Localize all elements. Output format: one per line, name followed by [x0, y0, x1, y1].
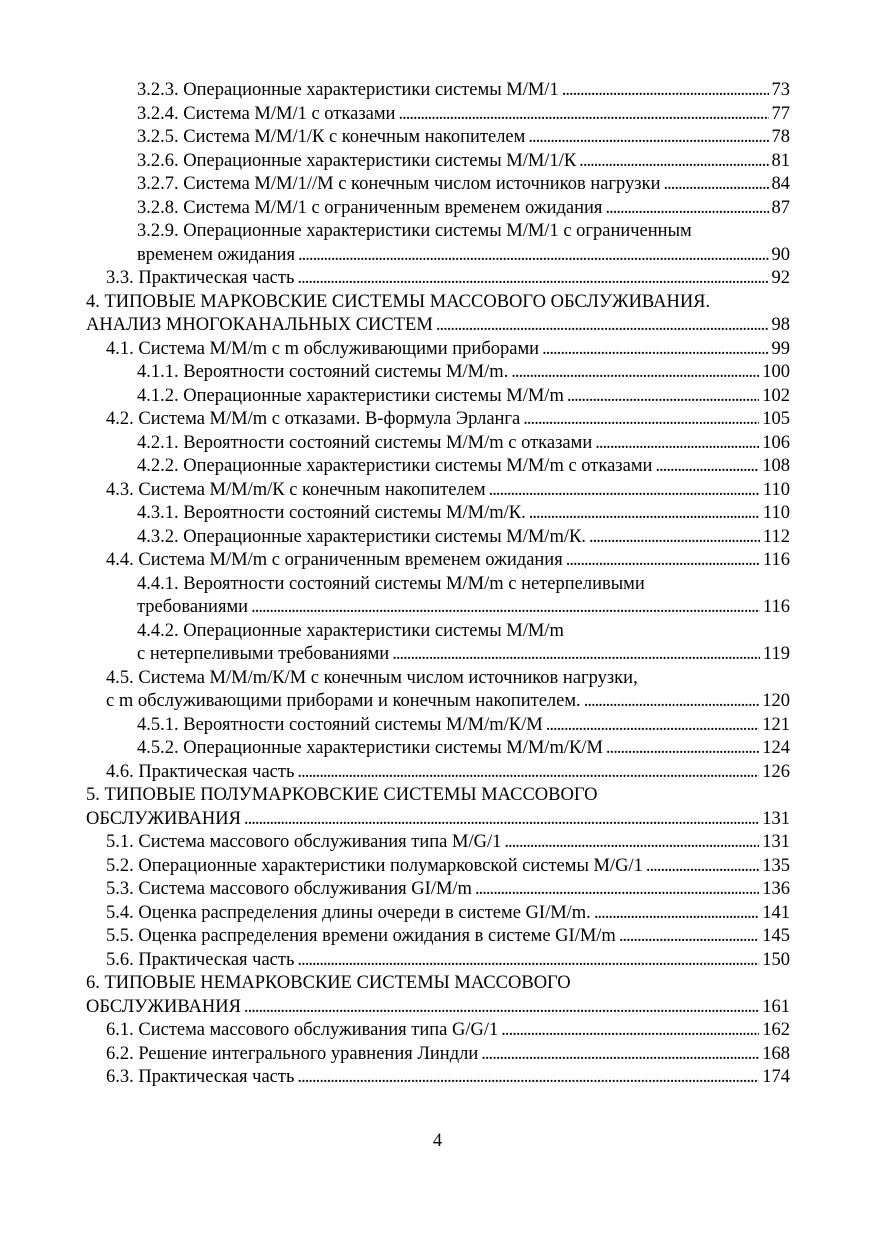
dot-leader [475, 878, 759, 902]
dot-leader [567, 385, 759, 409]
toc-entry[interactable] [86, 1043, 790, 1067]
toc-entry-title: 5.2. Операционные характеристики полумарковской системы M/G/1 [106, 855, 643, 876]
toc-entry-title: 4.6. Практическая часть [106, 761, 295, 782]
toc-entry[interactable] [86, 737, 790, 761]
toc-entry-page: 141 [762, 902, 790, 923]
toc-entry-title: 4.3.1. Вероятности состояний системы М/М/m/К. [137, 503, 526, 523]
toc-entry[interactable] [86, 267, 790, 291]
dot-leader [529, 502, 760, 526]
dot-leader [244, 996, 759, 1020]
toc-entry[interactable] [86, 338, 790, 362]
page-number: 4 [432, 1131, 443, 1151]
toc-entry-page: 121 [762, 714, 790, 735]
toc-entry-title: 4.4. Система М/М/m с ограниченным временем ожидания [106, 550, 563, 570]
toc-entry-page: 110 [762, 503, 790, 523]
toc-entry-title: 4.1. Система М/М/m с m обслуживающими приборами [106, 338, 540, 359]
toc-entry-page: 124 [762, 738, 790, 758]
toc-entry[interactable] [86, 855, 790, 879]
toc-entry-page: 84 [771, 174, 790, 194]
toc-entry-page: 150 [762, 949, 790, 970]
toc-entry-title-line: 4. ТИПОВЫЕ МАРКОВСКИЕ СИСТЕМЫ МАССОВОГО ОБСЛУЖИВАНИЯ. [86, 291, 711, 312]
dot-leader [504, 831, 759, 855]
toc-entry-page: 73 [771, 80, 790, 100]
toc-entry[interactable] [86, 690, 790, 714]
toc-entry-title-line: 3.2.9. Операционные характеристики системы М/М/1 с ограниченным [137, 221, 692, 241]
toc-entry-title-line: 6. ТИПОВЫЕ НЕМАРКОВСКИЕ СИСТЕМЫ МАССОВОГО [86, 973, 571, 993]
toc-entry-title: 4.3. Система М/М/m/К с конечным накопителем [106, 479, 486, 500]
toc-entry-page: 131 [762, 808, 790, 829]
toc-entry[interactable] [86, 1019, 790, 1043]
dot-leader [542, 338, 768, 362]
dot-leader [398, 103, 768, 127]
toc-entry[interactable] [86, 949, 790, 973]
dot-leader [663, 173, 768, 197]
toc-entry-page: 90 [771, 244, 790, 265]
toc-entry-page: 162 [762, 1020, 790, 1040]
toc-entry[interactable] [86, 643, 790, 667]
dot-leader [584, 690, 760, 714]
toc-entry[interactable] [86, 1066, 790, 1090]
toc-entry-title-line: 5. ТИПОВЫЕ ПОЛУМАРКОВСКИЕ СИСТЕМЫ МАССОВОГО [86, 785, 598, 805]
toc-entry[interactable] [86, 714, 790, 738]
toc-entry[interactable] [86, 197, 790, 221]
toc-entry-page: 106 [762, 432, 790, 453]
dot-leader [655, 455, 759, 479]
dot-leader [589, 526, 760, 550]
toc-entry-page: 136 [762, 879, 790, 899]
toc-entry-page: 116 [762, 597, 790, 617]
toc-entry[interactable] [86, 385, 790, 409]
toc-entry[interactable] [86, 314, 790, 338]
toc-entry-title: требованиями [137, 597, 249, 617]
toc-entry-page: 100 [762, 362, 790, 382]
toc-entry-page: 98 [771, 315, 790, 335]
toc-entry[interactable] [86, 150, 790, 174]
dot-leader [489, 479, 760, 503]
toc-entry-title: с нетерпеливыми требованиями [137, 644, 390, 664]
toc-entry-title: 6.1. Система массового обслуживания типа G/G/1 [106, 1020, 499, 1040]
dot-leader [501, 1019, 759, 1043]
toc-entry[interactable] [86, 79, 790, 103]
toc-entry-title: 5.5. Оценка распределения времени ожидания в системе GI/M/m [106, 926, 616, 946]
toc-entry-title: 4.1.1. Вероятности состояний системы М/М/m. [137, 362, 509, 382]
toc-entry-page: 119 [762, 644, 790, 664]
toc-entry-title: 5.4. Оценка распределения длины очереди в системе GI/M/m. [106, 902, 591, 923]
toc-entry-title: 3.2.4. Система М/М/1 с отказами [137, 103, 396, 124]
toc-entry-title: 3.2.3. Операционные характеристики системы М/М/1 [137, 80, 559, 100]
toc-entry-page: 110 [762, 479, 790, 500]
toc-entry-title: 6.2. Решение интегрального уравнения Линдли [106, 1043, 479, 1064]
toc-entry-page: 78 [771, 127, 790, 147]
toc-entry-title: ОБСЛУЖИВАНИЯ [86, 808, 241, 829]
toc-entry[interactable] [86, 173, 790, 197]
toc-entry-page: 120 [762, 691, 790, 711]
toc-entry-title: 4.3.2. Операционные характеристики системы М/М/m/К. [137, 526, 586, 547]
toc-entry-page: 92 [771, 268, 790, 288]
dot-leader [619, 925, 759, 949]
dot-leader [523, 408, 759, 432]
toc-entry-title: 4.5.2. Операционные характеристики системы М/М/m/К/М [137, 738, 603, 758]
dot-leader [297, 1066, 759, 1090]
toc-entry[interactable] [86, 526, 790, 550]
dot-leader [392, 643, 760, 667]
toc-entry-title: АНАЛИЗ МНОГОКАНАЛЬНЫХ СИСТЕМ [86, 315, 433, 335]
toc-entry[interactable] [86, 925, 790, 949]
toc-entry-title: 3.2.5. Система М/М/1/К с конечным накопителем [137, 127, 526, 147]
dot-leader [297, 949, 759, 973]
toc-entry-page: 131 [762, 832, 790, 852]
dot-leader [298, 244, 769, 268]
toc-entry-title: ОБСЛУЖИВАНИЯ [86, 996, 241, 1017]
toc-entry-title-line: 4.5. Система М/М/m/К/М с конечным числом источников нагрузки, [106, 667, 638, 688]
toc-entry-page: 99 [771, 338, 790, 359]
toc-entry-page: 135 [762, 855, 790, 876]
dot-leader [481, 1043, 759, 1067]
toc-entry-page: 105 [762, 409, 790, 429]
toc-entry-title: 3.2.8. Система М/М/1 с ограниченным временем ожидания [137, 197, 603, 218]
dot-leader [546, 714, 760, 738]
toc-entry[interactable] [86, 244, 790, 268]
toc-entry[interactable] [86, 808, 790, 832]
toc-entry-title-line: 4.4.1. Вероятности состояний системы М/М/m с нетерпеливыми [137, 573, 645, 594]
table-of-contents [86, 79, 790, 1090]
toc-entry-page: 126 [762, 761, 790, 782]
toc-entry[interactable] [86, 126, 790, 150]
toc-entry-page: 87 [771, 197, 790, 218]
toc-entry[interactable] [86, 455, 790, 479]
toc-entry[interactable] [86, 996, 790, 1020]
toc-entry[interactable] [86, 502, 790, 526]
toc-entry-page: 174 [762, 1067, 790, 1087]
toc-entry[interactable] [86, 408, 790, 432]
dot-leader [511, 361, 759, 385]
toc-entry-title: 5.6. Практическая часть [106, 949, 295, 970]
toc-entry[interactable] [86, 549, 790, 573]
toc-entry-title: 4.1.2. Операционные характеристики системы М/М/m [137, 385, 564, 406]
dot-leader [244, 808, 759, 832]
toc-entry[interactable] [86, 878, 790, 902]
toc-entry-page: 102 [762, 385, 790, 406]
dot-leader [562, 79, 769, 103]
toc-entry-title: 3.2.7. Система М/М/1//М с конечным числом источников нагрузки [137, 174, 661, 194]
toc-entry-page: 77 [771, 103, 790, 124]
dot-leader [646, 855, 759, 879]
toc-entry-title: 5.3. Система массового обслуживания GI/M/m [106, 879, 472, 899]
toc-entry-page: 161 [762, 996, 790, 1017]
toc-entry-title: 4.5.1. Вероятности состояний системы М/М/m/К/М [137, 714, 543, 735]
toc-entry-page: 81 [771, 150, 790, 171]
dot-leader [528, 126, 768, 150]
dot-leader [606, 737, 759, 761]
toc-entry-page: 112 [762, 526, 790, 547]
dot-leader [594, 902, 759, 926]
dot-leader [297, 267, 768, 291]
toc-entry-title: 4.2.2. Операционные характеристики системы М/М/m с отказами [137, 456, 653, 476]
toc-entry[interactable] [86, 361, 790, 385]
toc-entry-title: 4.2. Система М/М/m с отказами. B-формула Эрланга [106, 409, 521, 429]
dot-leader [297, 761, 759, 785]
toc-entry-title: 4.2.1. Вероятности состояний системы М/М/m с отказами [137, 432, 593, 453]
toc-entry-title-line: 4.4.2. Операционные характеристики системы М/М/m [137, 620, 564, 641]
dot-leader [595, 432, 759, 456]
toc-entry-page: 116 [762, 550, 790, 570]
toc-entry[interactable] [86, 831, 790, 855]
toc-entry-page: 108 [762, 456, 790, 476]
dot-leader [605, 197, 768, 221]
dot-leader [579, 150, 768, 174]
toc-entry-title: с m обслуживающими приборами и конечным накопителем. [106, 691, 581, 711]
toc-entry[interactable] [86, 596, 790, 620]
dot-leader [436, 314, 769, 338]
toc-entry-title: 3.2.6. Операционные характеристики системы М/М/1/К [137, 150, 577, 171]
dot-leader [251, 596, 760, 620]
toc-entry-page: 145 [762, 926, 790, 946]
dot-leader [566, 549, 760, 573]
toc-entry[interactable] [86, 902, 790, 926]
toc-entry-title: 5.1. Система массового обслуживания типа M/G/1 [106, 832, 502, 852]
toc-entry[interactable] [86, 479, 790, 503]
toc-entry-title: 6.3. Практическая часть [106, 1067, 295, 1087]
toc-entry-page: 168 [762, 1043, 790, 1064]
toc-entry[interactable] [86, 432, 790, 456]
toc-entry[interactable] [86, 761, 790, 785]
toc-entry-title: 3.3. Практическая часть [106, 268, 295, 288]
toc-entry-title: временем ожидания [137, 244, 295, 265]
toc-entry[interactable] [86, 103, 790, 127]
